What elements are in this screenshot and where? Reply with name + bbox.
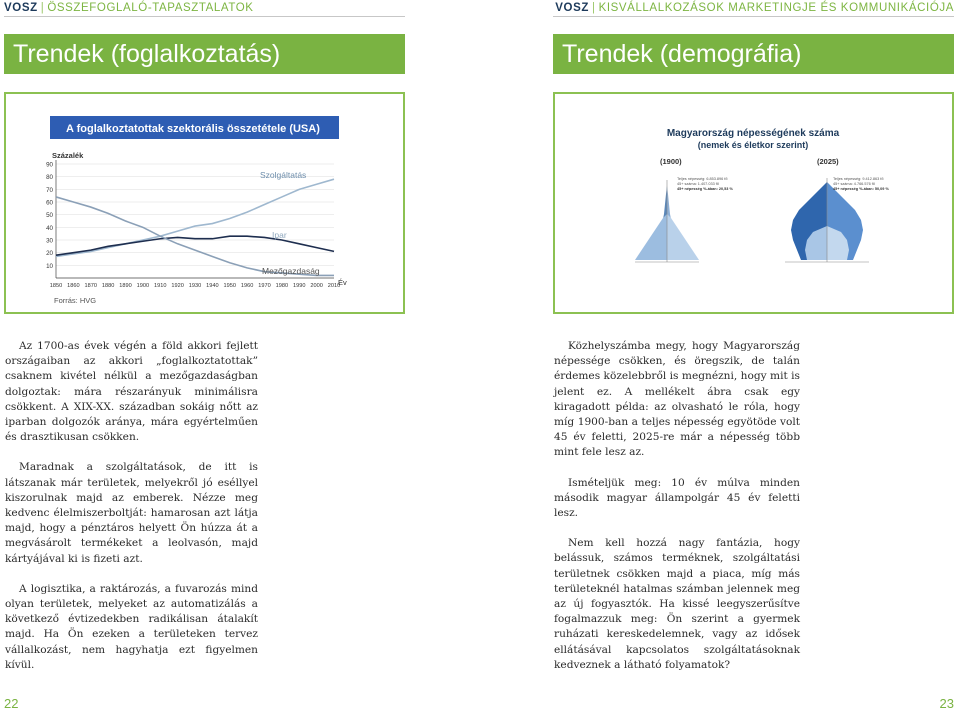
x-tick-label: 1980: [275, 283, 289, 289]
left-running-header: VOSZ | ÖSSZEFOGLALÓ-TAPASZTALATOK: [4, 2, 254, 14]
population-pyramid-chart: [555, 94, 952, 312]
figure-frame: [4, 92, 405, 314]
legend-2025: [833, 177, 889, 191]
x-tick-label: 1900: [136, 283, 150, 289]
pyramid-1900-young-right: [667, 214, 699, 260]
header-brand: VOSZ: [555, 2, 589, 14]
y-tick-label: 60: [46, 199, 53, 207]
header-brand: VOSZ: [4, 2, 38, 14]
right-body-text: [554, 339, 800, 688]
x-tick-label: 1970: [258, 283, 271, 289]
series-line-agriculture: [56, 197, 334, 276]
x-tick-label: 1850: [49, 283, 63, 289]
pyramid-title: Magyarország népességének száma: [666, 128, 840, 139]
paragraph: A logisztika, a raktározás, a fuvarozás mind olyan területek, melyeket az automatizálás a következő évtizedekben radikálisan átalakít majd. Ha Ön ezeken a területeken tervez vállalkozást, nem hagyhatja ezt figyelmen kívül.: [5, 582, 258, 671]
header-rule: [553, 16, 954, 17]
paragraph: Az 1700-as évek végén a föld akkori fejlett országaiban az akkori „foglalkoztatottak” csaknem kivétel nélkül a mezőgazdaságban dolgoztak: mára részarányuk minimálisra csökkent. A XIX-XX. században sokáig nőtt az iparban dolgozók aránya, mára egyértelműen és drasztikusan csökken.: [5, 340, 258, 444]
pyramid-1900: [635, 180, 699, 262]
paragraph: Ismételjük meg: 10 év múlva minden második magyar állampolgár 45 év feletti lesz.: [554, 476, 800, 520]
y-tick-label: 40: [46, 224, 53, 232]
x-tick-label: 2000: [310, 283, 323, 289]
series-label-services: Szolgáltatás: [260, 170, 307, 180]
legend-1900-total: Teljes népesség: 6.853.896 fő: [677, 177, 728, 181]
year-label-2025: (2025): [817, 157, 839, 166]
paragraph: Maradnak a szolgáltatások, de itt is látszanak már területek, melyekről jó eséllyel kiszorulnak majd az emberek. Nézze meg kedvenc élelmiszerboltját: hamarosan azt látja majd, hogy a pénztáros helyett Ön húzza át a megvásárolt termékeket a leolvasón, majd kártyájával ki is fizeti azt.: [5, 461, 258, 565]
figure-frame: [553, 92, 954, 314]
x-tick-label: 1860: [67, 283, 80, 289]
right-page: [480, 0, 960, 711]
y-axis-label: Százalék: [52, 151, 84, 160]
x-axis-label: Év: [338, 278, 347, 287]
chart-title: A foglalkoztatottak szektorális összetétele (USA): [66, 123, 320, 135]
y-tick-label: 10: [46, 262, 53, 270]
pyramid-1900-young-left: [635, 214, 667, 260]
x-tick-label: 1920: [171, 283, 184, 289]
y-tick-label: 90: [46, 161, 53, 169]
x-tick-label: 1910: [154, 283, 167, 289]
employment-chart: [6, 94, 403, 312]
left-body-text: [5, 339, 258, 688]
x-tick-label: 1880: [101, 283, 115, 289]
paragraph: Közhelyszámba megy, hogy Magyarország népessége csökken, és öregszik, de talán érdemes közelebbről is megnézni, hogy mit is jelent ez. A mellékelt ábra csak egy kiragadott példa: az olvasható le róla, hogy míg 1900-ban a teljes népesség egyötöde volt 45 év feletti, 2025-re már a népesség több mint fele lesz az.: [554, 340, 800, 459]
series-line-services: [56, 179, 334, 256]
pyramid-subtitle: (nemek és életkor szerint): [697, 140, 809, 150]
y-tick-label: 80: [46, 174, 53, 182]
x-tick-label: 2010: [327, 283, 341, 289]
chart-source: Forrás: HVG: [54, 296, 97, 305]
x-tick-label: 1990: [293, 283, 306, 289]
series-line-industry: [56, 236, 334, 255]
section-title: Trendek (foglalkoztatás): [4, 34, 405, 74]
x-tick-label: 1890: [119, 283, 132, 289]
right-running-header: VOSZ | KISVÁLLALKOZÁSOK MARKETINGJE ÉS KOMMUNIKÁCIÓJA: [555, 2, 954, 14]
legend-1900-share: 45+ népesség %-ában: 20,53 %: [677, 187, 733, 191]
paragraph: Nem kell hozzá nagy fantázia, hogy belássuk, számos terméknek, szolgáltatási területnek csökken majd a piaca, míg más területeknél hatalmas számban jelennek meg az új fogyasztók. Ha kissé leegyszerűsítve fogalmazzuk meg: Ön szerint a gyermek ruházati kereskedelemnek, vagy az idősek ellátásával kapcsolatos szolgáltatásoknak kedveznek a látható folyamatok?: [554, 537, 800, 671]
legend-2025-45plus: 45+ száma: 4.766.576 fő: [833, 182, 875, 186]
x-tick-label: 1940: [206, 283, 219, 289]
x-tick-label: 1930: [188, 283, 202, 289]
y-tick-label: 20: [46, 250, 53, 258]
x-tick-label: 1870: [84, 283, 97, 289]
series-label-industry: Ipar: [272, 230, 287, 240]
page-number: 23: [939, 696, 954, 711]
section-title: Trendek (demográfia): [553, 34, 954, 74]
page-number: 22: [4, 696, 19, 711]
series-label-agriculture: Mezőgazdaság: [262, 266, 320, 276]
legend-1900-45plus: 45+ száma: 1.407.033 fő: [677, 182, 719, 186]
y-tick-label: 50: [46, 212, 53, 220]
header-rule: [4, 16, 405, 17]
y-tick-label: 30: [46, 237, 53, 245]
y-tick-label: 70: [46, 186, 53, 194]
legend-2025-share: 45+ népesség %-ában: 50,09 %: [833, 187, 889, 191]
header-section: ÖSSZEFOGLALÓ-TAPASZTALATOK: [47, 2, 254, 14]
x-tick-label: 1960: [240, 283, 254, 289]
header-section: KISVÁLLALKOZÁSOK MARKETINGJE ÉS KOMMUNIKÁCIÓJA: [598, 2, 954, 14]
x-tick-label: 1950: [223, 283, 236, 289]
legend-1900: [677, 177, 733, 191]
legend-2025-total: Teljes népesség: 9.412.863 fő: [833, 177, 884, 181]
year-label-1900: (1900): [660, 157, 682, 166]
